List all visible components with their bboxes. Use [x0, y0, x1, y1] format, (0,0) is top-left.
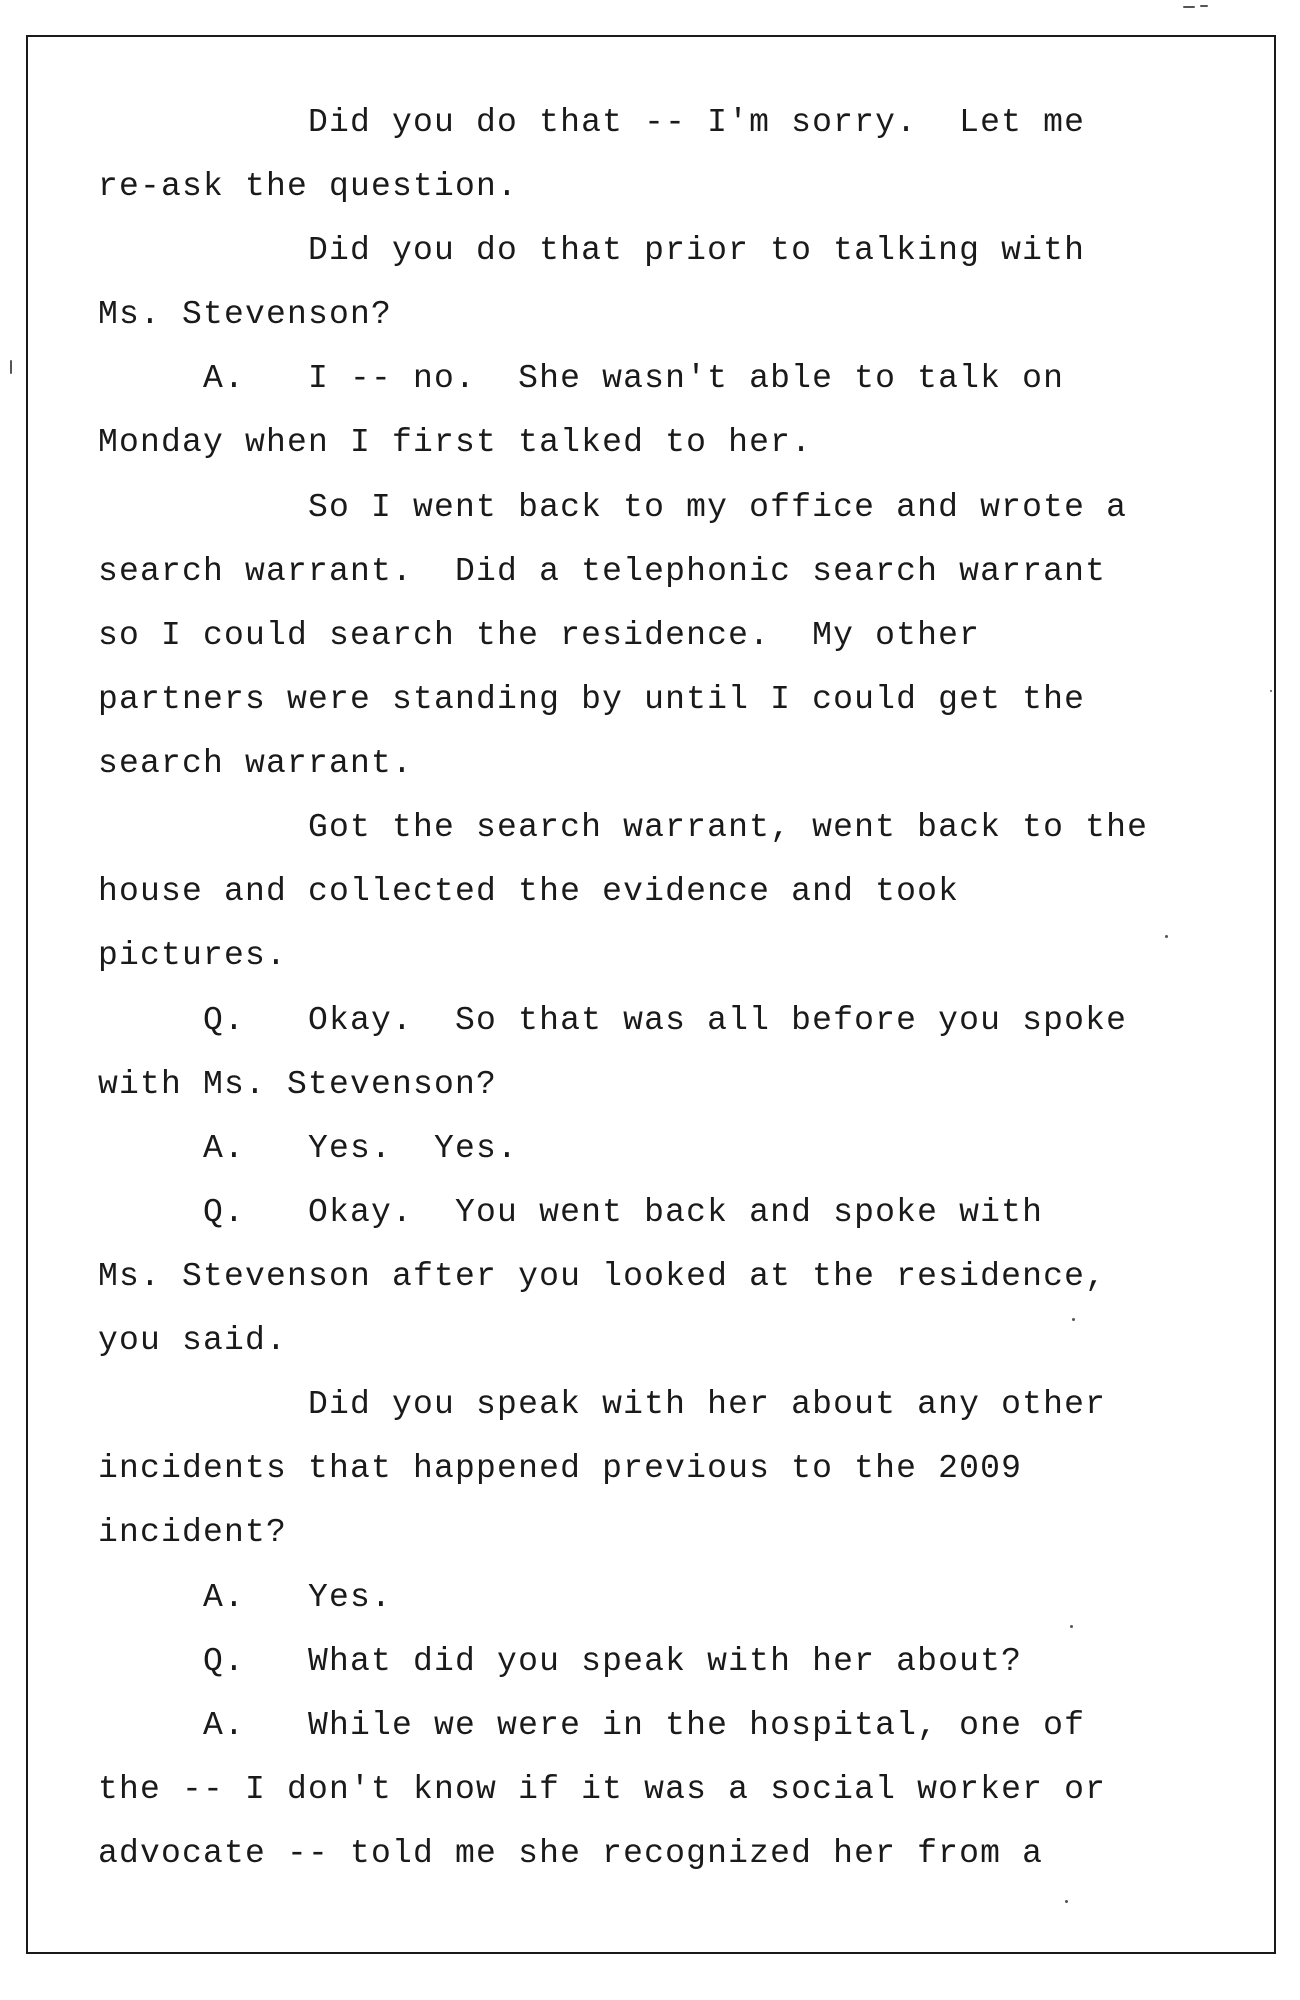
transcript-line: house and collected the evidence and took	[98, 873, 960, 910]
transcript-line: so I could search the residence. My other	[98, 617, 981, 654]
scan-speck	[10, 360, 12, 374]
transcript-line: So I went back to my office and wrote a	[98, 489, 1128, 526]
transcript-line: A. Yes. Yes.	[98, 1130, 519, 1167]
transcript-line: Q. Okay. You went back and spoke with	[98, 1194, 1044, 1231]
transcript-line: incidents that happened previous to the 2009	[98, 1450, 1023, 1487]
transcript-line: partners were standing by until I could get the	[98, 681, 1086, 718]
scan-speck	[1065, 1900, 1068, 1903]
transcript-line: A. I -- no. She wasn't able to talk on	[98, 360, 1065, 397]
transcript-line: advocate -- told me she recognized her from a	[98, 1835, 1044, 1872]
transcript-line: Did you speak with her about any other	[98, 1386, 1107, 1423]
transcript-line: incident?	[98, 1514, 288, 1551]
transcript-line: Monday when I first talked to her.	[98, 424, 813, 461]
scan-speck	[1070, 1625, 1073, 1628]
transcript-line: Ms. Stevenson after you looked at the residence,	[98, 1258, 1107, 1295]
transcript-line: Q. What did you speak with her about?	[98, 1643, 1023, 1680]
transcript-line: search warrant.	[98, 745, 414, 782]
scan-speck	[1270, 690, 1272, 692]
transcript-line: Did you do that prior to talking with	[98, 232, 1086, 269]
transcript-line: pictures.	[98, 937, 288, 974]
transcript-line: Did you do that -- I'm sorry. Let me	[98, 104, 1086, 141]
transcript-line: search warrant. Did a telephonic search warrant	[98, 553, 1107, 590]
transcript-line: the -- I don't know if it was a social worker or	[98, 1771, 1107, 1808]
transcript-line: Ms. Stevenson?	[98, 296, 393, 333]
scan-speck	[1165, 935, 1168, 938]
transcript-line: A. While we were in the hospital, one of	[98, 1707, 1086, 1744]
transcript-line: you said.	[98, 1322, 288, 1359]
transcript-line: with Ms. Stevenson?	[98, 1066, 498, 1103]
scan-speck	[1183, 6, 1195, 8]
transcript-line: Q. Okay. So that was all before you spoke	[98, 1002, 1128, 1039]
transcript-line: A. Yes.	[98, 1579, 393, 1616]
transcript-line: Got the search warrant, went back to the	[98, 809, 1149, 846]
scan-speck	[1072, 1318, 1075, 1321]
scan-speck	[1200, 5, 1208, 7]
transcript-line: re-ask the question.	[98, 168, 519, 205]
